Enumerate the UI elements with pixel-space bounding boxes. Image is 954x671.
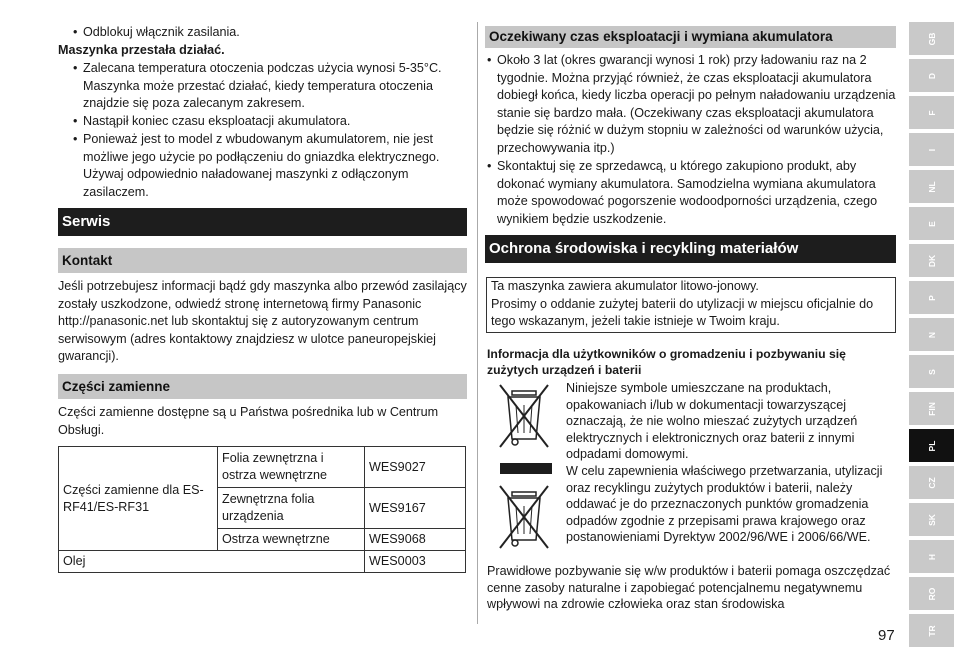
environment-notice-box: [486, 277, 896, 333]
table-cell-part: Ostrza wewnętrzne: [218, 529, 365, 551]
bullet-text: Zalecana temperatura otoczenia podczas użycia wynosi 5-35°C. Maszynka może przestać działać, kiedy temperatura otoczenia znajdzie się poza zalecanym zakresem.: [83, 61, 442, 111]
table-cell-part: Zewnętrzna folia urządzenia: [218, 488, 365, 529]
bullet-text: Odblokuj włącznik zasilania.: [83, 25, 240, 39]
bullet-text: Skontaktuj się ze sprzedawcą, u którego zakupiono produkt, aby dokonać wymiany akumulatora. Samodzielna wymiana akumulatora może spowodować pogorszenie wodoodporności urządzenia, czego wynikiem będzie uszkodzenie.: [497, 159, 878, 226]
stopped-heading: Maszynka przestała działać.: [58, 43, 225, 57]
notice-line-1: Ta maszynka zawiera akumulator litowo-jonowy.: [491, 279, 759, 293]
bullet-battery-replacement: • Skontaktuj się ze sprzedawcą, u którego zakupiono produkt, aby dokonać wymiany akumulatora. Samodzielna wymiana akumulatora może spowodować pogorszenie wodoodporności urządzenia, czego wynikiem będzie uszkodzenie.: [487, 158, 899, 228]
bullet-text: Około 3 lat (okres gwarancji wynosi 1 rok) przy ładowaniu raz na 2 tygodnie. Można przyjąć również, że czas eksploatacji akumulatora dobiegł końca, kiedy liczba operacji po pełnym naładowaniu urządzenia stanie się bardzo mała. (Oczekiwany czas eksploatacji akumulatora będzie się różnić w dużym stopniu w zależności od warunków użycia, przechowywania itp.): [497, 53, 896, 155]
info-text-2: Prawidłowe pozbywanie się w/w produktów i baterii pomaga oszczędzać cenne zasoby naturalne i zapobiegać potencjalnemu negatywnemu wpływowi na zdrowie człowieka oraz stan środowiska: [487, 564, 891, 612]
info-text: Niniejsze symbole umieszczane na produktach, opakowaniach i/lub w dokumentacji towarzyszącej oznaczają, że nie wolno mieszać zużytych urządzeń elektrycznych i elektronicznych oraz baterii z innymi odpadami domowymi. W celu zapewnienia właściwego przetwarzania, utylizacji oraz recyklingu zużytych produktów i baterii, należy oddawać je do przeznaczonych punktów gromadzenia odpadów zgodnie z przepisami prawa krajowego oraz postanowieniami Dyrektyw 2002/96/WE i 2006/66/WE.: [566, 381, 883, 545]
tab-lang-i[interactable]: I: [909, 133, 954, 166]
subsection-title-parts: Części zamienne: [58, 374, 467, 399]
table-cell-code: WES9068: [365, 529, 466, 551]
bullet-battery-end: • Nastąpił koniec czasu eksploatacji akumulatora.: [73, 113, 473, 131]
table-cell-code: WES9167: [365, 488, 466, 529]
bullet-text: Ponieważ jest to model z wbudowanym akumulatorem, nie jest możliwe jego użycie po podłączeniu do gniazdka elektrycznego. Używaj odpowiednio naładowanej maszynki z odłączonym zasilaczem.: [83, 132, 440, 199]
tab-lang-e[interactable]: E: [909, 207, 954, 240]
tab-lang-s[interactable]: S: [909, 355, 954, 388]
parts-table: [58, 446, 466, 573]
tab-lang-dk[interactable]: DK: [909, 244, 954, 277]
tab-lang-p[interactable]: P: [909, 281, 954, 314]
tab-lang-n[interactable]: N: [909, 318, 954, 351]
tab-lang-f[interactable]: F: [909, 96, 954, 129]
table-cell-code: WES9027: [365, 447, 466, 488]
tab-lang-sk[interactable]: SK: [909, 503, 954, 536]
tab-lang-tr[interactable]: TR: [909, 614, 954, 647]
section-title-service: Serwis: [58, 208, 467, 236]
bullet-built-in-battery: • Ponieważ jest to model z wbudowanym akumulatorem, nie jest możliwe jego użycie po podłączeniu do gniazdka elektrycznego. Używaj odpowiednio naładowanej maszynki z odłączonym zasilaczem.: [73, 131, 473, 201]
tab-lang-fin[interactable]: FIN: [909, 392, 954, 425]
tab-lang-gb[interactable]: GB: [909, 22, 954, 55]
section-title-environment: Ochrona środowiska i recykling materiałów: [485, 235, 896, 263]
column-divider: [477, 22, 478, 624]
table-group-label: Części zamienne dla ES-RF41/ES-RF31: [59, 447, 218, 551]
subsection-title-battery-life: Oczekiwany czas eksploatacji i wymiana akumulatora: [485, 26, 896, 48]
crossed-bin-battery-icon: [494, 482, 554, 552]
tab-lang-ro[interactable]: RO: [909, 577, 954, 610]
bullet-text: Nastąpił koniec czasu eksploatacji akumulatora.: [83, 114, 351, 128]
table-row: [59, 447, 466, 488]
table-cell-part: Folia zewnętrzna i ostrza wewnętrzne: [218, 447, 365, 488]
bullet-battery-lifetime: • Około 3 lat (okres gwarancji wynosi 1 rok) przy ładowaniu raz na 2 tygodnie. Można przyjąć również, że czas eksploatacji akumulatora dobiegł końca, kiedy liczba operacji po pełnym naładowaniu urządzenia stanie się bardzo mała. (Oczekiwany czas eksploatacji akumulatora będzie się różnić w dużym stopniu w zależności od warunków użycia, przechowywania itp.): [487, 52, 899, 158]
tab-lang-cz[interactable]: CZ: [909, 466, 954, 499]
crossed-bin-icon: [494, 381, 554, 451]
table-cell-oil-code: WES0003: [365, 551, 466, 573]
bullet-temperature: • Zalecana temperatura otoczenia podczas użycia wynosi 5-35°C. Maszynka może przestać działać, kiedy temperatura otoczenia znajdzie się poza zalecanym zakresem.: [73, 60, 473, 113]
notice-line-2: Prosimy o oddanie zużytej baterii do utylizacji w miejscu oficjalnie do tego wskazanym, jeżeli takie istnieje w Twoim kraju.: [491, 296, 874, 329]
page-number: 97: [878, 627, 895, 644]
tab-lang-d[interactable]: D: [909, 59, 954, 92]
tab-lang-nl[interactable]: NL: [909, 170, 954, 203]
tab-lang-h[interactable]: H: [909, 540, 954, 573]
info-heading: Informacja dla użytkowników o gromadzeniu i pozbywaniu się zużytych urządzeń i baterii: [487, 347, 846, 377]
table-cell-oil-label: Olej: [59, 551, 365, 573]
contact-text: Jeśli potrzebujesz informacji bądź gdy maszynka albo przewód zasilający zostały uszkodzone, odwiedź stronę internetową firmy Panasonic http://panasonic.net lub skontaktuj się z autoryzowanym centrum serwisowym (adres kontaktowy znajdziesz w ulotce paneuropejskiej gwarancji).: [58, 279, 467, 364]
weee-black-bar: [500, 463, 552, 474]
subsection-title-contact: Kontakt: [58, 248, 467, 273]
parts-text: Części zamienne dostępne są u Państwa pośrednika lub w Centrum Obsługi.: [58, 405, 439, 437]
table-row: [59, 551, 466, 573]
bullet-unlock-switch: • Odblokuj włącznik zasilania.: [73, 24, 468, 42]
tab-lang-pl[interactable]: PL: [909, 429, 954, 462]
